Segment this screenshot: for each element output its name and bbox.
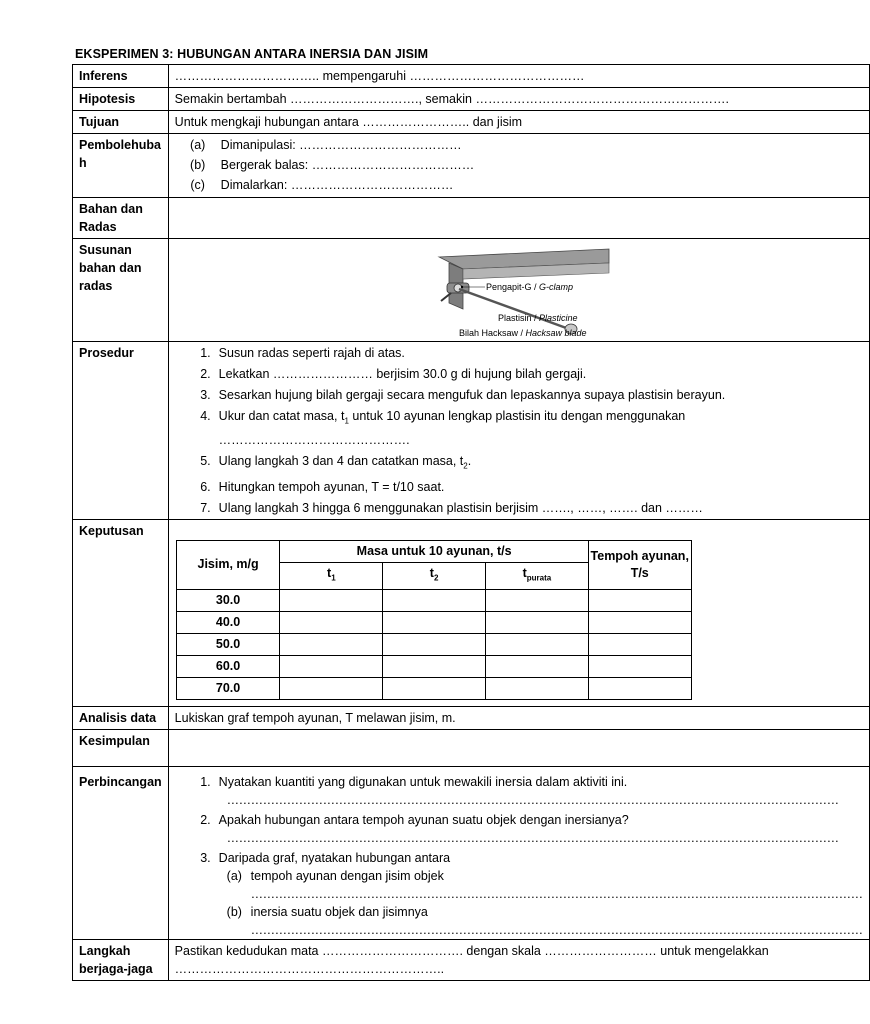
question-3a: (a) tempoh ayunan dengan jisim objek — [226, 868, 444, 883]
variable-key: (b) — [190, 158, 206, 172]
label-prosedur: Prosedur — [73, 342, 169, 520]
cell-input[interactable] — [485, 611, 588, 633]
label-susunan: Susunan bahan dan radas — [73, 239, 169, 342]
prosedur-content — [168, 342, 869, 520]
answer-line[interactable]: ……………………………………………………………………………………………………………………………………… — [226, 830, 839, 845]
cell-input[interactable] — [383, 655, 486, 677]
row-langkah — [73, 939, 870, 980]
header-period: Tempoh ayunan, T/s — [588, 541, 691, 590]
header-t2: $t_2$ — [383, 563, 486, 590]
cell-input[interactable] — [588, 677, 691, 699]
procedure-step: 5. Ulang langkah 3 dan 4 dan catatkan masa, $t_2$. — [200, 453, 472, 470]
row-hipotesis — [73, 88, 870, 111]
procedure-step: 4. Ukur dan catat masa, $t_1$ untuk 10 ayunan lengkap plastisin itu dengan menggunakan ………………………………………. — [200, 409, 686, 447]
table-row: 60.0 — [176, 655, 691, 677]
cell-input[interactable] — [383, 633, 486, 655]
row-susunan — [73, 239, 870, 342]
cell-input[interactable] — [383, 677, 486, 699]
variable-constant — [175, 176, 863, 194]
label-kesimpulan: Kesimpulan — [73, 729, 169, 766]
hacksaw-blade-icon — [459, 289, 569, 329]
row-prosedur — [73, 342, 870, 520]
procedure-step: 1. Susun radas seperti rajah di atas. — [200, 346, 405, 360]
row-analisis — [73, 706, 870, 729]
header-t1: $t_1$ — [280, 563, 383, 590]
cell-input[interactable] — [280, 589, 383, 611]
variable-text: Dimalarkan: ………………………………… — [220, 178, 454, 192]
blade-label: Bilah Hacksaw / Hacksaw blade — [458, 328, 587, 338]
header-mass: Jisim, m/g — [176, 541, 280, 590]
tujuan-content: Untuk mengkaji hubungan antara …………………….. dan jisim — [168, 111, 869, 134]
inferens-content: …………………………….. mempengaruhi …………………………………… — [168, 65, 869, 88]
results-table — [176, 540, 692, 700]
analisis-content: Lukiskan graf tempoh ayunan, T melawan jisim, m. — [168, 706, 869, 729]
header-tpurata: $t_{purata}$ — [485, 563, 588, 590]
pembolehubah-content — [168, 134, 869, 198]
table-row: 50.0 — [176, 633, 691, 655]
cell-input[interactable] — [588, 655, 691, 677]
procedure-step: 7. Ulang langkah 3 hingga 6 menggunakan plastisin berjisim ……., ……, ……. dan ……… — [200, 501, 703, 515]
keputusan-content — [168, 520, 869, 707]
question-3b: (b) inersia suatu objek dan jisimnya — [226, 904, 428, 919]
clamp-label: Pengapit-G / G-clamp — [485, 282, 573, 292]
header-time: Masa untuk 10 ayunan, t/s — [280, 541, 588, 563]
cell-input[interactable] — [485, 589, 588, 611]
experiment-table — [72, 64, 870, 981]
table-row: 70.0 — [176, 677, 691, 699]
variable-text: Bergerak balas: ………………………………… — [220, 158, 475, 172]
bahan-content — [168, 198, 869, 239]
cell-input[interactable] — [588, 633, 691, 655]
variable-manipulated — [175, 136, 863, 154]
variable-responding — [175, 156, 863, 174]
row-keputusan — [73, 520, 870, 707]
susunan-content — [168, 239, 869, 342]
label-inferens: Inferens — [73, 65, 169, 88]
row-inferens — [73, 65, 870, 88]
label-keputusan: Keputusan — [73, 520, 169, 707]
cell-input[interactable] — [280, 611, 383, 633]
perbincangan-content — [168, 766, 869, 939]
procedure-step: 6. Hitungkan tempoh ayunan, T = t/10 saat. — [200, 480, 445, 494]
table-row: 30.0 — [176, 589, 691, 611]
hipotesis-content: Semakin bertambah …………………………., semakin ……………………………………………………. — [168, 88, 869, 111]
label-analisis: Analisis data — [73, 706, 169, 729]
cell-input[interactable] — [280, 655, 383, 677]
answer-line[interactable]: ……………………………………………………………………………………………………………………………………… — [250, 886, 863, 901]
cell-input[interactable] — [383, 589, 486, 611]
row-kesimpulan — [73, 729, 870, 766]
cell-input[interactable] — [383, 611, 486, 633]
answer-line[interactable]: ……………………………………………………………………………………………………………………………………… — [226, 792, 839, 807]
row-tujuan — [73, 111, 870, 134]
row-bahan — [73, 198, 870, 239]
langkah-content: Pastikan kedudukan mata ……………………………. dengan skala ……………………… untuk mengelakkan ……………………………………………………….. — [168, 939, 869, 980]
cell-input[interactable] — [588, 589, 691, 611]
label-pembolehubah: Pembolehubah — [73, 134, 169, 198]
table-edge-icon — [439, 249, 609, 309]
cell-input[interactable] — [485, 633, 588, 655]
plasticine-label: Plastisin / Plasticine — [497, 313, 578, 323]
variable-key: (c) — [190, 178, 205, 192]
cell-input[interactable] — [485, 655, 588, 677]
question-3: 3. Daripada graf, nyatakan hubungan antara — [200, 850, 451, 865]
row-perbincangan — [73, 766, 870, 939]
kesimpulan-content — [168, 729, 869, 766]
label-langkah: Langkah berjaga-jaga — [73, 939, 169, 980]
label-hipotesis: Hipotesis — [73, 88, 169, 111]
question-1: 1. Nyatakan kuantiti yang digunakan untuk mewakili inersia dalam aktiviti ini. — [200, 774, 628, 789]
cell-input[interactable] — [485, 677, 588, 699]
label-perbincangan: Perbincangan — [73, 766, 169, 939]
procedure-step: 2. Lekatkan …………………… berjisim 30.0 g di hujung bilah gergaji. — [200, 367, 587, 381]
variable-key: (a) — [190, 138, 206, 152]
question-2: 2. Apakah hubungan antara tempoh ayunan suatu objek dengan inersianya? — [200, 812, 629, 827]
label-tujuan: Tujuan — [73, 111, 169, 134]
cell-input[interactable] — [280, 633, 383, 655]
answer-line[interactable]: ……………………………………………………………………………………………………………………………………… — [250, 922, 863, 937]
table-row: 40.0 — [176, 611, 691, 633]
procedure-step: 3. Sesarkan hujung bilah gergaji secara mengufuk dan lepaskannya supaya plastisin berayun. — [200, 388, 726, 402]
variable-text: Dimanipulasi: ………………………………… — [220, 138, 462, 152]
row-pembolehubah — [73, 134, 870, 198]
cell-input[interactable] — [280, 677, 383, 699]
apparatus-diagram — [419, 249, 619, 339]
page-title: EKSPERIMEN 3: HUBUNGAN ANTARA INERSIA DAN JISIM — [75, 47, 429, 61]
cell-input[interactable] — [588, 611, 691, 633]
label-bahan: Bahan dan Radas — [73, 198, 169, 239]
